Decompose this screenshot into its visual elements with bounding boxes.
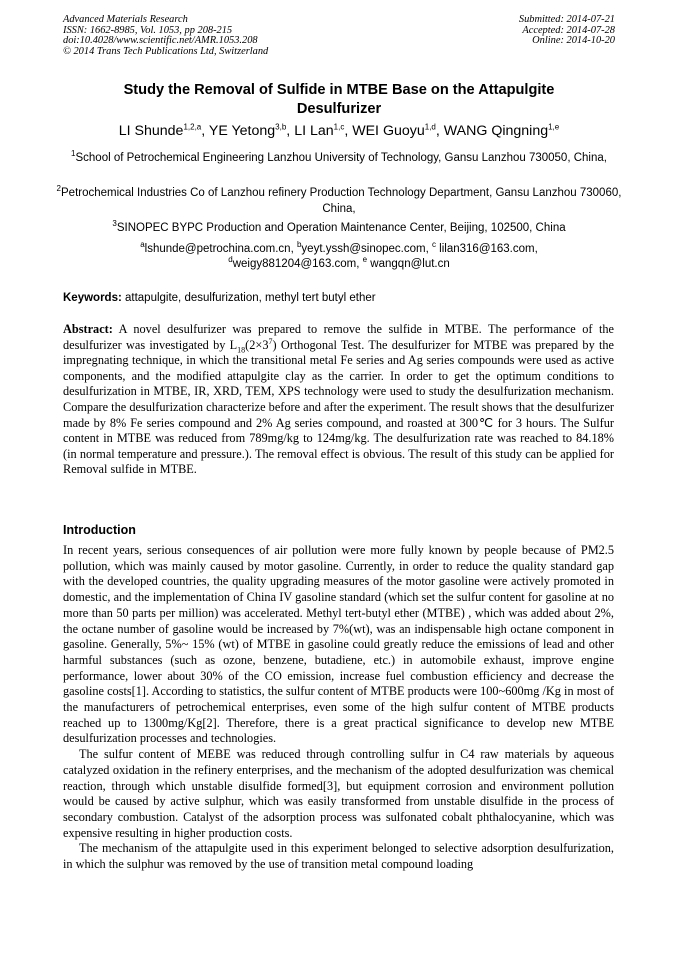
author — [352, 123, 436, 139]
affiliation — [55, 185, 623, 217]
email-separator: , — [356, 258, 363, 270]
author-affiliation-sup: 1,c — [333, 122, 345, 132]
email-sup: b — [296, 240, 302, 250]
email-list — [55, 242, 623, 272]
author — [294, 123, 344, 139]
paragraph: In recent years, serious consequences of air pollution were more fully known by people because of PM2.5 pollution, which was mainly caused by motor gasoline. Currently, in order to reduce the quality standard gap with the developed countries, the quality upgrading measures of the motor gasoline were actively promoted in domestic, and the implementation of China IV gasoline standard (which set the sulfur content for gasoline at no more than 50 parts per million) was accelerated. Methyl tert-butyl ether (MTBE) , which was added about 2%, the octane number of gasoline would be increased by 7%(wt), was an indispensable high octane component in gasoline. Generally, 5%~ 15% (wt) of MTBE in gasoline could greatly reduce the emissions of lead and other harmful substances (such as ozone, benzene, butadiene, etc.) in automobile exhaust, improve engine performance, lower about 30% of the CO emission, increase fuel combustion efficiency and decrease the gasoline costs[1]. According to statistics, the sulfur content of MTBE products were 100~600mg /Kg in most of the manufacturers of petrochemical enterprises, even some of the high sulfur content of MTBE products reached up to 1300mg/Kg[2]. Therefore, there is a great practical significance to develop new MTBE desulfurization processes and technologies. — [63, 543, 614, 746]
author — [444, 123, 559, 139]
issn-line: ISSN: 1662-8985, Vol. 1053, pp 208-215 — [63, 24, 233, 36]
email-line — [55, 242, 623, 257]
author-name: YE Yetong — [208, 123, 276, 139]
affiliation — [55, 150, 623, 166]
email-address[interactable]: wangqn@lut.cn — [367, 258, 450, 270]
abstract-text: A novel desulfurizer was prepared to remove the sulfide in MTBE. The performance of the desulfurizer was investigated by L — [63, 322, 614, 352]
email-address[interactable]: lilan316@163.com, — [435, 243, 538, 255]
author — [119, 123, 202, 139]
email-sup: e — [362, 255, 368, 265]
email-address[interactable]: weigy881204@163.com — [232, 258, 357, 270]
author-affiliation-sup: 3,b — [275, 122, 287, 132]
author-affiliation-sup: 1,2,a — [183, 122, 202, 132]
paragraph: The sulfur content of MEBE was reduced through controlling sulfur in C4 raw materials by aqueous catalyzed oxidation in the refinery enterprises, and the mechanism of the adopted desulfurization was chemical reaction, through which unstable disulfide formed[3], but equipment corrosion and environment pollution would be caused by active sulphur, which was easily transformed from unstable disulfide in the process of secondary combustion. Catalyst of the adsorption process was sulfonated cobalt phthalocyanine, which was expensive resulting in higher production costs. — [63, 747, 614, 840]
accepted-date: Accepted: 2014-07-28 — [522, 24, 615, 36]
keywords-label: Keywords: — [63, 292, 122, 304]
email-separator: , — [290, 243, 297, 255]
email-separator: , — [425, 243, 432, 255]
author-separator: , — [435, 123, 444, 139]
author-affiliation-sup: 1,e — [548, 122, 560, 132]
affiliation-text: Petrochemical Industries Co of Lanzhou refinery Production Technology Department, Gansu Lanzhou 730060, China, — [61, 187, 622, 215]
email-address[interactable]: lshunde@petrochina.com.cn — [144, 243, 291, 255]
affiliation-text: SINOPEC BYPC Production and Operation Maintenance Center, Beijing, 102500, China — [116, 222, 566, 234]
author-affiliation-sup: 1,d — [424, 122, 436, 132]
abstract-text: (2×3 — [245, 337, 269, 352]
author-list — [50, 121, 628, 141]
journal-info — [63, 15, 268, 57]
doi-line: doi:10.4028/www.scientific.net/AMR.1053.208 — [63, 35, 258, 47]
affiliation — [55, 220, 623, 236]
submitted-date: Submitted: 2014-07-21 — [518, 14, 615, 25]
paragraph: The mechanism of the attapulgite used in this experiment belonged to selective adsorption desulfurization, in which the sulphur was removed by the use of transition metal compound loading — [63, 841, 614, 872]
affiliation-sup: 2 — [56, 184, 61, 194]
journal-name: Advanced Materials Research — [63, 14, 188, 25]
author-name: LI Lan — [294, 123, 334, 139]
affiliation-sup: 1 — [71, 149, 76, 159]
publication-dates — [519, 15, 615, 47]
author-separator: , — [286, 123, 295, 139]
author-separator: , — [201, 123, 209, 139]
email-line — [55, 257, 623, 272]
keywords-text: attapulgite, desulfurization, methyl tert butyl ether — [121, 292, 376, 304]
abstract-subscript: 18 — [237, 345, 246, 355]
online-date: Online: 2014-10-20 — [532, 35, 615, 47]
email-sup: c — [431, 240, 436, 250]
abstract-label: Abstract: — [63, 322, 113, 336]
paper-title: Study the Removal of Sulfide in MTBE Base on the Attapulgite Desulfurizer — [123, 82, 555, 117]
abstract-superscript: 7 — [268, 336, 273, 346]
email-sup: a — [140, 240, 145, 250]
author-name: WEI Guoyu — [352, 123, 425, 139]
affiliation-text: School of Petrochemical Engineering Lanzhou University of Technology, Gansu Lanzhou 730050, China, — [75, 152, 607, 164]
affiliation-sup: 3 — [112, 219, 117, 229]
introduction-body — [63, 543, 614, 873]
abstract — [63, 322, 614, 478]
author — [209, 123, 286, 139]
email-sup: d — [228, 255, 233, 265]
abstract-text: ) Orthogonal Test. The desulfurizer for MTBE was prepared by the impregnating technique, in which the transitional metal Fe series and Ag series compounds were used as active components, and the modified attapulgite clay as the carrier. In order to get the optimum conditions to desulfurization in MTBE, IR, XRD, TEM, XPS technology were used to study the desulfurization mechanism. Compare the desulfurization characterize before and after the experiment. The result shows that the desulfurizer made by 8% Fe series compound and 2% Ag series compound, and roasted at 300℃ for 3 hours. The Sulfur content in MTBE was reduced from 789mg/kg to 124mg/kg. The desulfurization rate was reached to 84.18% (in normal temperature and pressure.). The removal effect is obvious. The result of this study can be applied for Removal sulfide in MTBE. — [63, 337, 615, 477]
author-name: LI Shunde — [118, 123, 184, 139]
author-separator: , — [344, 123, 353, 139]
section-heading-introduction: Introduction — [63, 523, 136, 537]
copyright-line: © 2014 Trans Tech Publications Ltd, Switzerland — [63, 45, 269, 57]
author-name: WANG Qingning — [443, 123, 549, 139]
keywords — [63, 291, 615, 306]
email-address[interactable]: yeyt.yssh@sinopec.com — [301, 243, 426, 255]
